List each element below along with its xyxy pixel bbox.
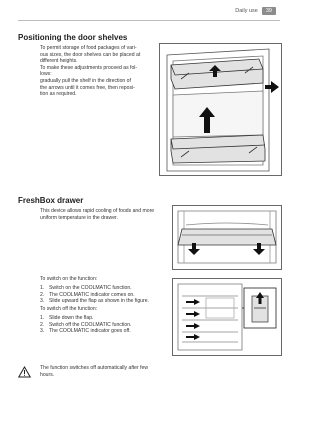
text-line: uniform temperature in the drawer. [40,214,118,221]
step-text: Switch off the COOLMATIC function. [49,321,132,328]
text-line: tion as required. [40,91,77,98]
freshbox-drawer-illustration [172,205,282,270]
auto-off-note [40,365,180,378]
step-number: 1. [40,315,45,321]
step-text: Slide upward the flap as shown in the figure. [49,298,149,305]
text-line: lows: [40,71,52,78]
list-item [40,292,180,299]
switch-on-steps [40,285,180,305]
section-title-freshbox: FreshBox drawer [18,196,84,205]
list-item [40,315,180,322]
text-line: hours. [40,371,55,378]
list-item [40,322,180,329]
warning-triangle-icon [18,365,31,383]
list-item [40,285,180,292]
step-number: 1. [40,285,45,291]
text-line: The function switches off automatically after few [40,365,149,371]
text-line: To permit storage of food packages of vari- [40,45,137,51]
section-label: Daily use [235,8,258,14]
header-divider [18,20,280,21]
step-text: Switch on the COOLMATIC function. [49,285,132,291]
flap-illustration [172,278,282,356]
step-text: The COOLMATIC indicator comes on. [49,291,135,298]
page-header [235,7,276,15]
text-line: different heights. [40,58,78,65]
door-shelves-description [40,45,156,98]
step-text: The COOLMATIC indicator goes off. [49,328,131,335]
text-line: gradually pull the shelf in the direction of [40,77,131,84]
freshbox-description [40,208,164,221]
switch-off-steps [40,315,180,335]
text-line: the arrows until it comes free, then reposi- [40,84,135,91]
step-number: 3. [40,298,45,305]
list-item [40,298,180,305]
switch-off-intro: To switch off the function: [40,306,98,312]
text-line: This device allows rapid cooling of foods and more [40,208,155,214]
list-item [40,328,180,335]
text-line: To make these adjustments proceed as fol- [40,64,138,71]
text-line: ous sizes, the door shelves can be placed at [40,51,141,58]
door-shelf-illustration [159,43,282,176]
step-number: 2. [40,321,45,328]
page-number: 39 [262,7,276,15]
step-number: 3. [40,328,45,335]
switch-on-intro: To switch on the function: [40,276,98,282]
section-title-door-shelves: Positioning the door shelves [18,33,128,42]
step-text: Slide down the flap. [49,315,94,321]
step-number: 2. [40,291,45,298]
